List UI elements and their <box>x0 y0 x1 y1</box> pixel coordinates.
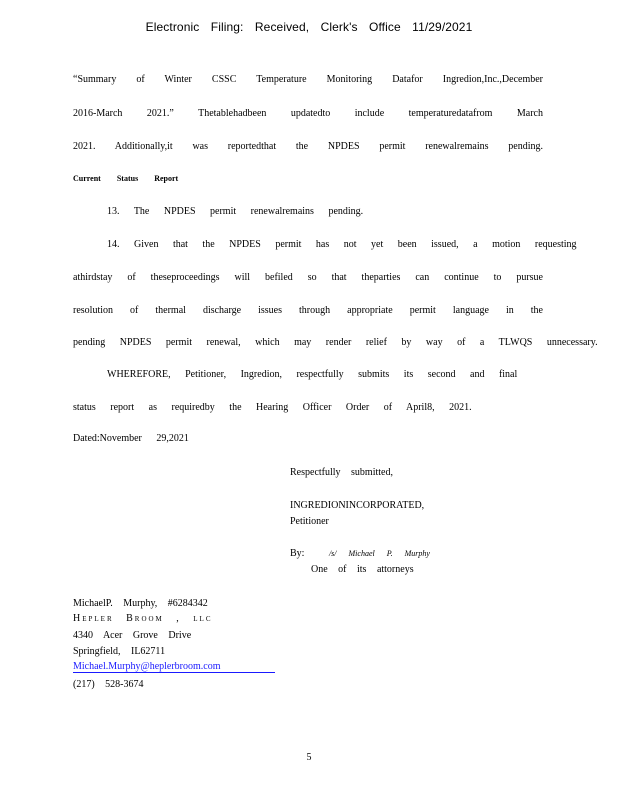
paragraph-14-line-4: pending NPDES permit renewal, which may render relief by way of a TLWQS unnecessary. <box>73 337 598 348</box>
street-address: 4340 Acer Grove Drive <box>73 630 192 641</box>
respectfully-submitted: Respectfully submitted, <box>290 467 393 478</box>
signature-line <box>290 548 430 559</box>
wherefore-line-1: WHEREFORE, Petitioner, Ingredion, respectfully submits its second and final <box>107 369 518 380</box>
phone-number: (217) 528-3674 <box>73 679 144 690</box>
paragraph-14-line-3: resolution of thermal discharge issues through appropriate permit language in the <box>73 305 543 316</box>
petitioner-role: Petitioner <box>290 516 329 527</box>
by-label: By: <box>290 548 305 559</box>
body-line-1: “Summary of Winter CSSC Temperature Monitoring Datafor Ingredion,Inc.,December <box>73 74 543 85</box>
body-line-2: 2016-March 2021.” Thetablehadbeen updatedto include temperaturedatafrom March <box>73 108 543 119</box>
attorneys-line: One of its attorneys <box>311 564 414 575</box>
attorney-name: MichaelP. Murphy, #6284342 <box>73 598 208 609</box>
paragraph-13: 13. The NPDES permit renewalremains pending. <box>107 206 364 217</box>
email-link[interactable]: Michael.Murphy@heplerbroom.com <box>73 661 275 673</box>
firm-name: Hepler Broom , llc <box>73 613 213 624</box>
wherefore-line-2: status report as requiredby the Hearing Officer Order of April8, 2021. <box>73 402 472 413</box>
page-number: 5 <box>306 752 312 763</box>
dated-line: Dated:November 29,2021 <box>73 433 189 444</box>
city-address: Springfield, IL62711 <box>73 646 166 657</box>
section-heading: Current Status Report <box>73 174 179 183</box>
company-name: INGREDIONINCORPORATED, <box>290 500 425 511</box>
email-line[interactable] <box>73 661 275 672</box>
body-line-3: 2021. Additionally,it was reportedthat the NPDES permit renewalremains pending. <box>73 141 543 152</box>
filing-header: Electronic Filing: Received, Clerk's Office 11/29/2021 <box>145 20 473 34</box>
signature-name: /s/ Michael P. Murphy <box>328 549 430 558</box>
paragraph-14-line-2: athirdstay of theseproceedings will befiled so that theparties can continue to pursue <box>73 272 543 283</box>
paragraph-14-line-1: 14. Given that the NPDES permit has not yet been issued, a motion requesting <box>107 239 577 250</box>
